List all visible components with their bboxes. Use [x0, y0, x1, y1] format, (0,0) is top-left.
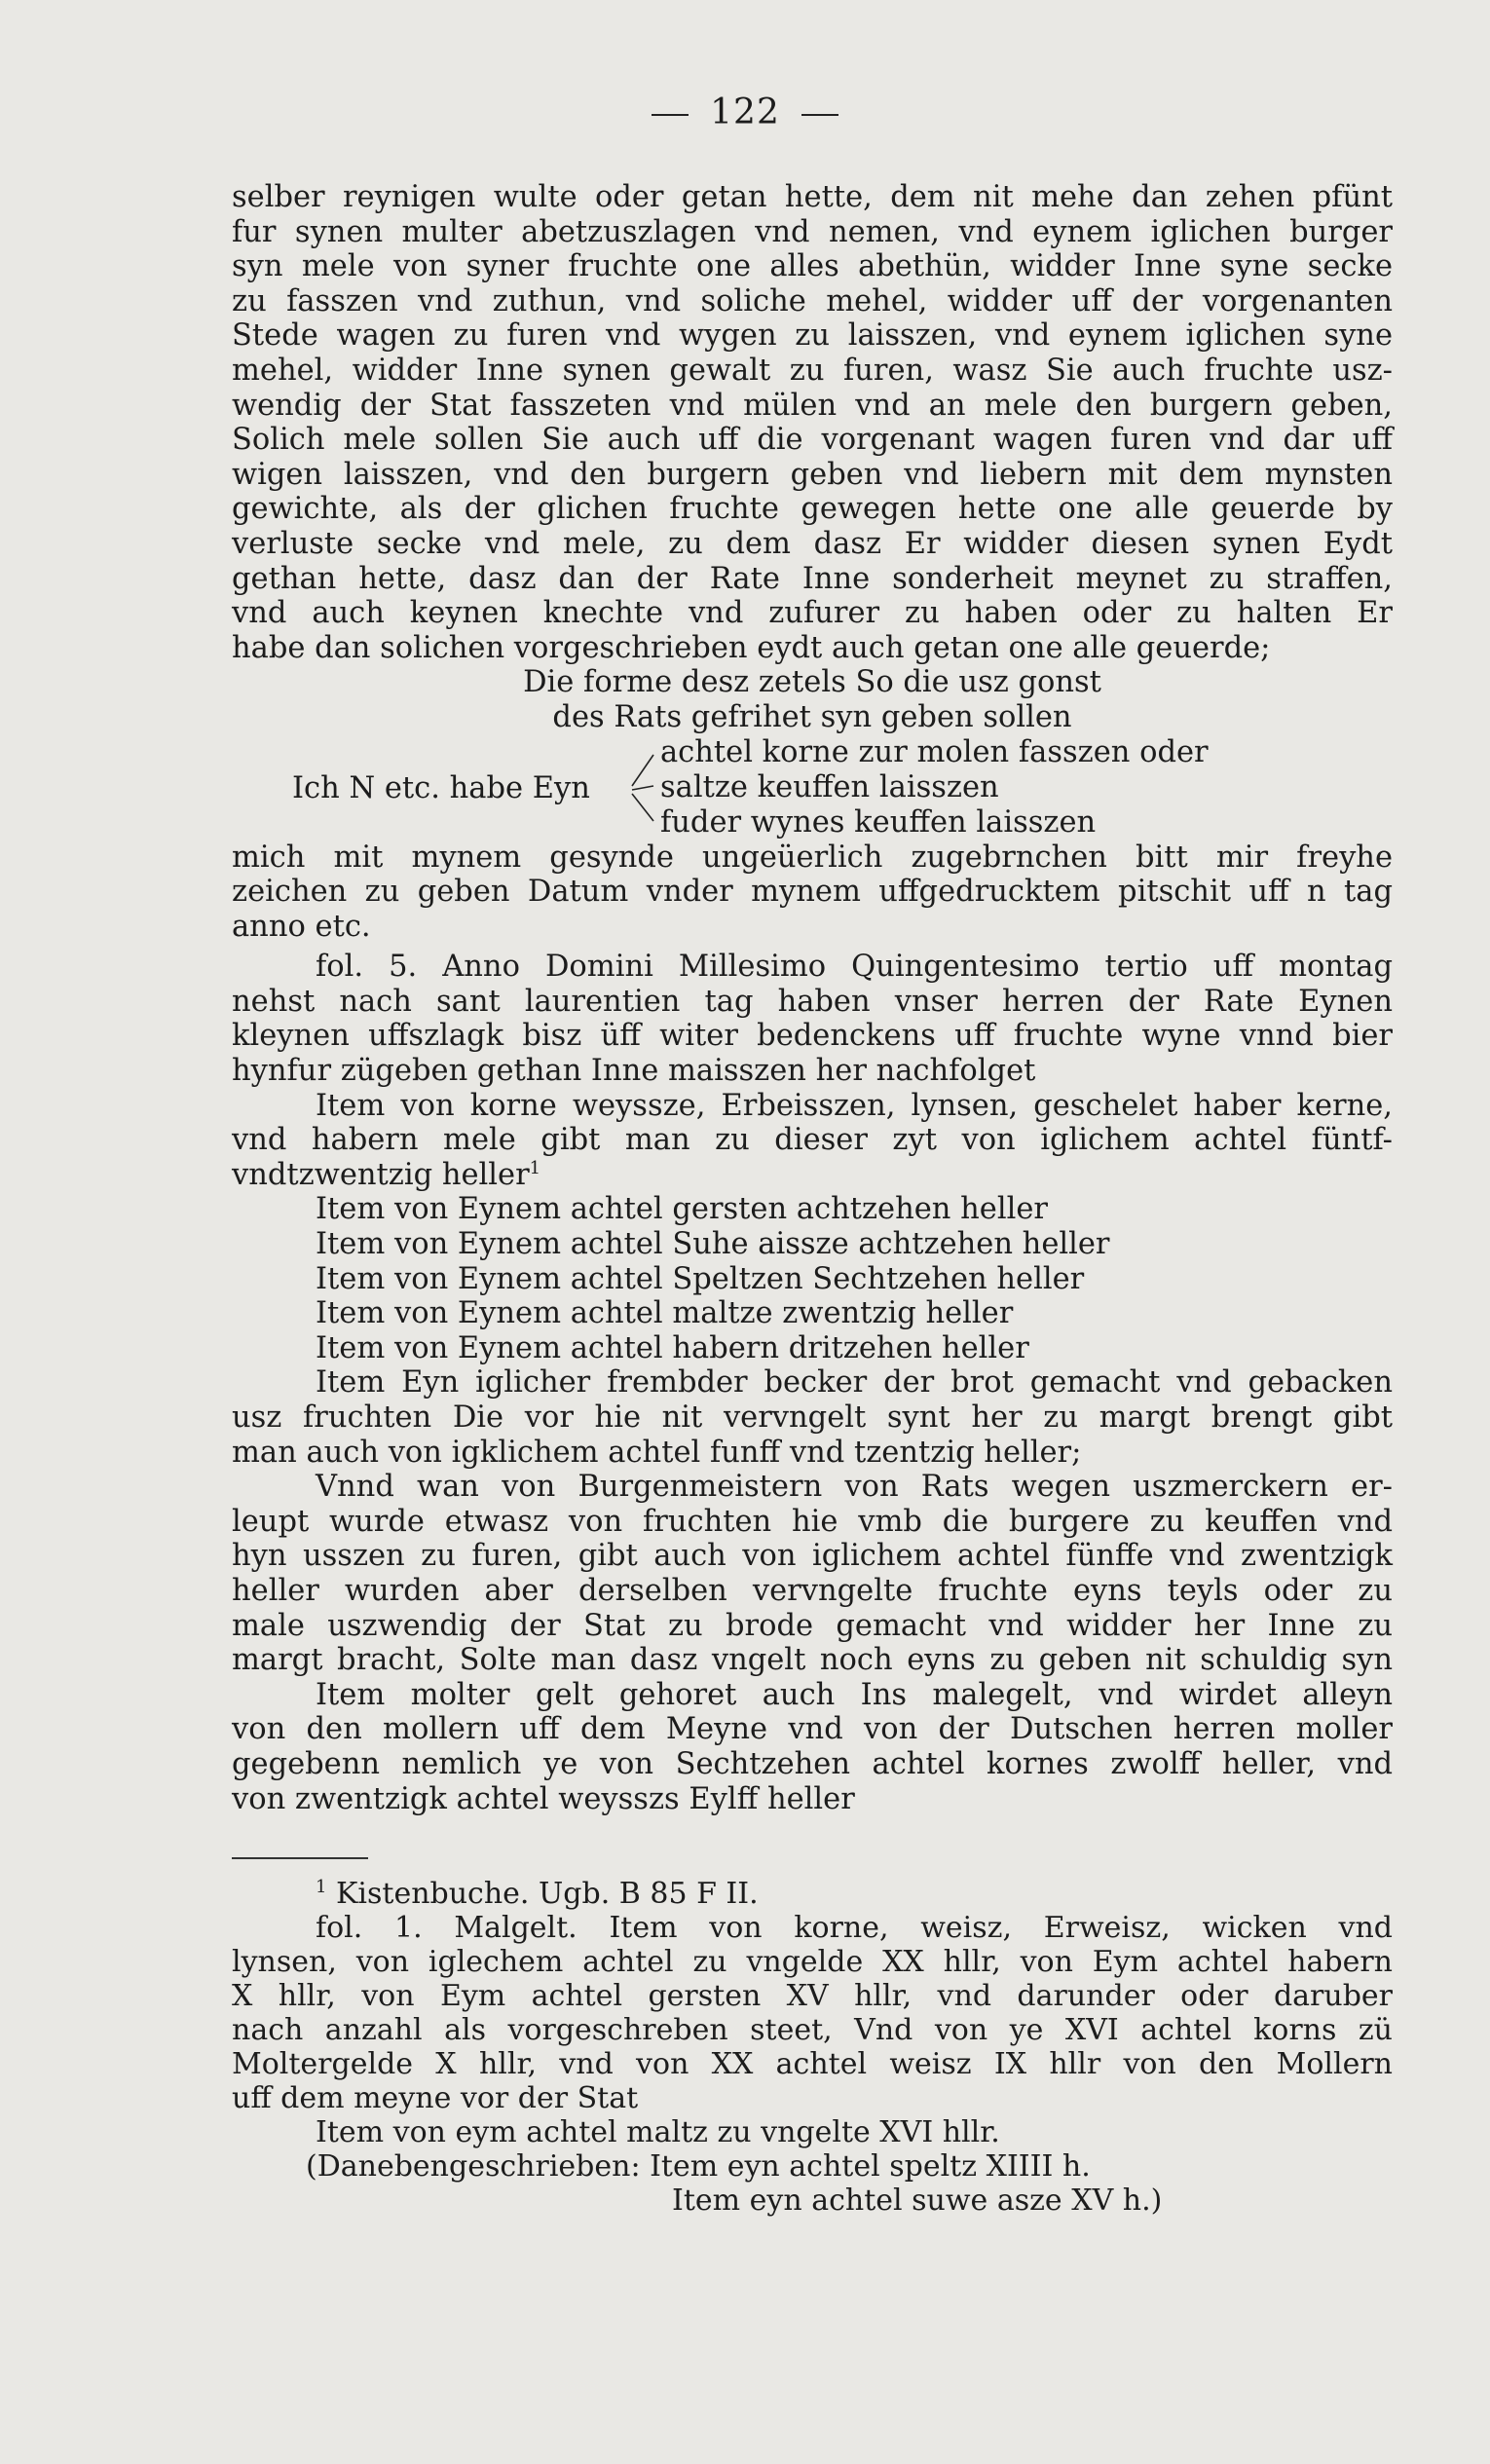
page-header	[0, 93, 1490, 132]
list-item: Item von Eynem achtel maltze zwentzig heller	[316, 1296, 1014, 1331]
text-line: Solich mele sollen Sie auch uff die vorgenant wagen furen vnd dar uff	[232, 423, 1393, 458]
text-line: Item Eyn iglicher frembder becker der brot gemacht vnd gebacken	[316, 1365, 1393, 1400]
main-text	[232, 180, 1393, 2218]
text-line: lynsen, von iglechem achtel zu vngelde XX hllr, von Eym achtel habern	[232, 1945, 1393, 1980]
text-line: gethan hette, dasz dan der Rate Inne sonderheit meynet zu straffen,	[232, 561, 1393, 596]
text-line: von den mollern uff dem Meyne vnd von der Dutschen herren moller	[232, 1712, 1393, 1747]
oath-continuation	[232, 840, 1393, 945]
text-line: Item molter gelt gehoret auch Ins malegelt, vnd wirdet alleyn	[316, 1677, 1393, 1712]
text-line: Item von eym achtel maltz zu vngelte XVI hllr.	[316, 2115, 1000, 2150]
oath-options-block	[232, 735, 1393, 840]
text-line: syn mele von syner fruchte one alles abethün, widder Inne syne secke	[232, 249, 1393, 284]
oath-option: saltze keuffen laisszen	[660, 769, 999, 804]
header-dash-right	[801, 114, 838, 116]
footnote-mark: 1	[529, 1157, 541, 1178]
text-line: wigen laisszen, vnd den burgern geben vnd liebern mit dem mynsten	[232, 457, 1393, 492]
bracket-lines	[628, 735, 657, 840]
list-item: Item von Eynem achtel gersten achtzehen heller	[316, 1192, 1048, 1227]
header-dash-left	[652, 114, 689, 116]
text-line: male uszwendig der Stat zu brode gemacht vnd widder her Inne zu	[232, 1608, 1393, 1643]
text-line: fur synen multer abetzuszlagen vnd nemen, vnd eynem iglichen burger	[232, 214, 1393, 249]
text-line: hynfur zügeben gethan Inne maisszen her nachfolget	[232, 1054, 1036, 1089]
oath-left: Ich N etc. habe Eyn	[292, 770, 590, 805]
text-line: nach anzahl als vorgeschreben steet, Vnd von ye XVI achtel korns zü	[232, 2013, 1393, 2048]
text-line: Moltergelde X hllr, vnd von XX achtel weisz IX hllr von den Mollern	[232, 2047, 1393, 2082]
text-line: Item von korne weyssze, Erbeisszen, lynsen, geschelet haber kerne,	[316, 1088, 1393, 1123]
text-line: gegebenn nemlich ye von Sechtzehen achtel kornes zwolff heller, vnd	[232, 1746, 1393, 1781]
text-span: vndtzwentzig heller	[232, 1157, 530, 1192]
text-line: Item eyn achtel suwe asze XV h.)	[672, 2184, 1163, 2219]
text-line: man auch von igklichem achtel funff vnd tzentzig heller;	[232, 1435, 1082, 1470]
text-line: vnd habern mele gibt man zu dieser zyt von iglichem achtel füntf-	[232, 1123, 1393, 1158]
items-intro	[232, 1089, 1393, 1193]
text-line: uff dem meyne vor der Stat	[232, 2081, 639, 2116]
text-line: zu fasszen vnd zuthun, vnd soliche mehel, widder uff der vorgenanten	[232, 283, 1393, 318]
text-line: leupt wurde etwasz von fruchten hie vmb die burgere zu keuffen vnd	[232, 1504, 1393, 1539]
becker-paragraph	[232, 1365, 1393, 1470]
text-span: Kistenbuche. Ugb. B 85 F II.	[336, 1877, 759, 1912]
footnote-divider	[232, 1857, 368, 1859]
text-line: wendig der Stat fasszeten vnd mülen vnd an mele den burgern geben,	[232, 388, 1393, 423]
molter-paragraph	[232, 1678, 1393, 1816]
text-line: fol. 1. Malgelt. Item von korne, weisz, Erweisz, wicken vnd	[316, 1911, 1393, 1946]
text-line: fol. 5. Anno Domini Millesimo Quingentesimo tertio uff montag	[316, 950, 1393, 985]
text-line: mich mit mynem gesynde ungeüerlich zugebrnchen bitt mir freyhe	[232, 840, 1393, 875]
text-line: gewichte, als der glichen fruchte gewegen hette one alle geuerde by	[232, 492, 1393, 527]
text-line	[232, 1158, 1393, 1193]
oath-option: achtel korne zur molen fasszen oder	[660, 734, 1209, 769]
footnote-mark: 1	[316, 1877, 327, 1898]
oath-heading	[232, 665, 1393, 734]
text-line: (Danebengeschrieben: Item eyn achtel speltz XIIII h.	[306, 2149, 1091, 2184]
text-line: Vnnd wan von Burgenmeistern von Rats wegen uszmerckern er-	[316, 1470, 1393, 1505]
items-list	[232, 1192, 1393, 1365]
text-line: anno etc.	[232, 909, 371, 944]
page-number: 122	[710, 93, 780, 132]
text-line: Die forme desz zetels So die usz gonst	[523, 665, 1101, 700]
list-item: Item von Eynem achtel Speltzen Sechtzehen heller	[316, 1261, 1085, 1296]
text-line: kleynen uffszlagk bisz üff witer bedenckens uff fruchte wyne vnnd bier	[232, 1019, 1393, 1054]
text-line: zeichen zu geben Datum vnder mynem uffgedrucktem pitschit uff n tag	[232, 875, 1393, 910]
vnnd-paragraph	[232, 1470, 1393, 1678]
footnote	[232, 1877, 1393, 2218]
text-line: des Rats gefrihet syn geben sollen	[552, 699, 1072, 734]
text-line: heller wurden aber derselben vervngelte fruchte eyns teyls oder zu	[232, 1573, 1393, 1608]
fol5-paragraph	[232, 950, 1393, 1088]
text-line: X hllr, von Eym achtel gersten XV hllr, vnd darunder oder daruber	[232, 1979, 1393, 2014]
list-item: Item von Eynem achtel habern dritzehen heller	[316, 1330, 1029, 1365]
oath-option: fuder wynes keuffen laisszen	[660, 804, 1097, 840]
text-line: hyn usszen zu furen, gibt auch von iglichem achtel fünffe vnd zwentzigk	[232, 1539, 1393, 1574]
text-line: selber reynigen wulte oder getan hette, dem nit mehe dan zehen pfünt	[232, 180, 1393, 214]
text-line: habe dan solichen vorgeschrieben eydt auch getan one alle geuerde;	[232, 630, 1271, 665]
text-line: margt bracht, Solte man dasz vngelt noch eyns zu geben nit schuldig syn	[232, 1643, 1393, 1678]
list-item: Item von Eynem achtel Suhe aissze achtzehen heller	[316, 1227, 1110, 1262]
text-line: usz fruchten Die vor hie nit vervngelt synt her zu margt brengt gibt	[232, 1400, 1393, 1435]
text-line: mehel, widder Inne synen gewalt zu furen, wasz Sie auch fruchte usz-	[232, 353, 1393, 388]
text-line: Stede wagen zu furen vnd wygen zu laisszen, vnd eynem iglichen syne	[232, 318, 1393, 354]
paragraph-1	[232, 180, 1393, 665]
text-line: verluste secke vnd mele, zu dem dasz Er widder diesen synen Eydt	[232, 526, 1393, 561]
text-line: vnd auch keynen knechte vnd zufurer zu haben oder zu halten Er	[232, 596, 1393, 631]
text-line: von zwentzigk achtel weysszs Eylff heller	[232, 1781, 855, 1816]
text-line: nehst nach sant laurentien tag haben vnser herren der Rate Eynen	[232, 984, 1393, 1019]
footnote-ref	[232, 1877, 1393, 1911]
